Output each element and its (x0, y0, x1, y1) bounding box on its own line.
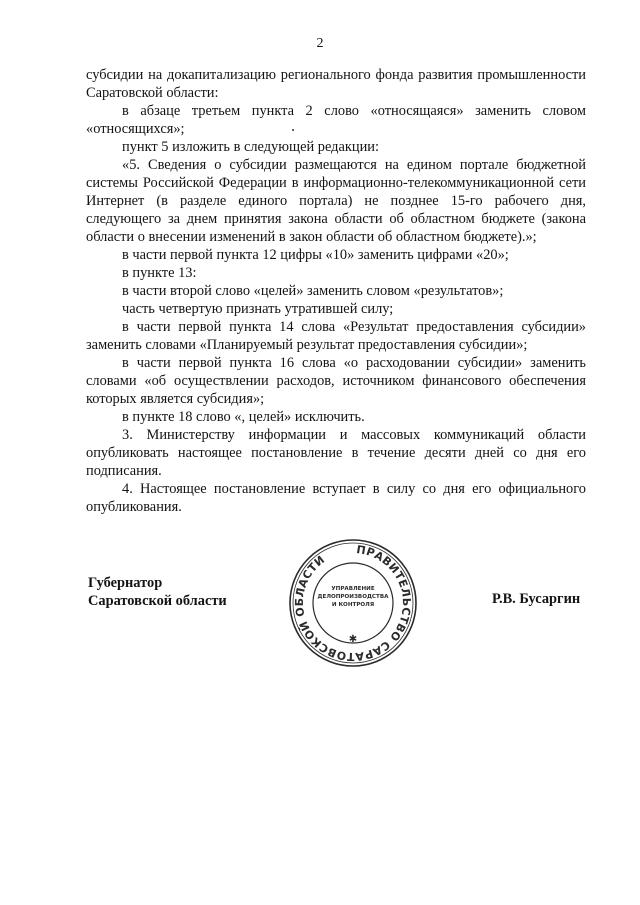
signer-title-line2: Саратовской области (88, 593, 227, 609)
official-seal (288, 538, 418, 668)
document-body (86, 66, 586, 516)
seal-inner-line1: УПРАВЛЕНИЕ (331, 586, 375, 592)
paragraph: субсидии на докапитализацию регионального фонда развития промышленности Саратовской области: (86, 67, 586, 101)
paragraph: в части первой пункта 12 цифры «10» заменить цифрами «20»; (122, 247, 509, 263)
paragraph: пункт 5 изложить в следующей редакции: (122, 139, 379, 155)
paragraph: 4. Настоящее постановление вступает в силу со дня его официального опубликования. (86, 481, 586, 515)
paragraph: 3. Министерству информации и массовых коммуникаций области опубликовать настоящее постановление в течение десяти дней со дня его подписания. (86, 427, 586, 479)
paragraph: в пункте 13: (122, 265, 197, 281)
paragraph: в части второй слово «целей» заменить словом «результатов»; (122, 283, 504, 299)
scan-speck (292, 129, 294, 131)
paragraph: часть четвертую признать утратившей силу; (122, 301, 394, 317)
signer-title (88, 574, 227, 610)
paragraph: в части первой пункта 14 слова «Результат предоставления субсидии» заменить словами «Планируемый результат предоставления субсидии»; (86, 319, 586, 353)
paragraph: в части первой пункта 16 слова «о расходовании субсидии» заменить словами «об осуществлении расходов, источником финансового обеспечения которых является субсидия»; (86, 355, 586, 407)
seal-star-icon: ✱ (348, 634, 358, 645)
signer-title-line1: Губернатор (88, 575, 163, 591)
signer-name: Р.В. Бусаргин (492, 591, 581, 607)
seal-inner-line3: И КОНТРОЛЯ (331, 602, 375, 608)
paragraph: в пункте 18 слово «, целей» исключить. (122, 409, 365, 425)
paragraph: в абзаце третьем пункта 2 слово «относящаяся» заменить словом «относящихся»; (86, 103, 586, 137)
seal-inner-line2: ДЕЛОПРОИЗВОДСТВА (317, 594, 389, 600)
page-number: 2 (316, 36, 324, 51)
seal-outer-text: ПРАВИТЕЛЬСТВО САРАТОВСКОЙ ОБЛАСТИ (292, 542, 414, 664)
paragraph: «5. Сведения о субсидии размещаются на едином портале бюджетной системы Российской Федерации в информационно-телекоммуникационной сети Интернет (в разделе единого портала) не позднее 15-го рабочего дня, следующего за днем принятия закона области об областном бюджете (закона области о внесении изменений в закон области об областном бюджете).»; (86, 157, 586, 245)
